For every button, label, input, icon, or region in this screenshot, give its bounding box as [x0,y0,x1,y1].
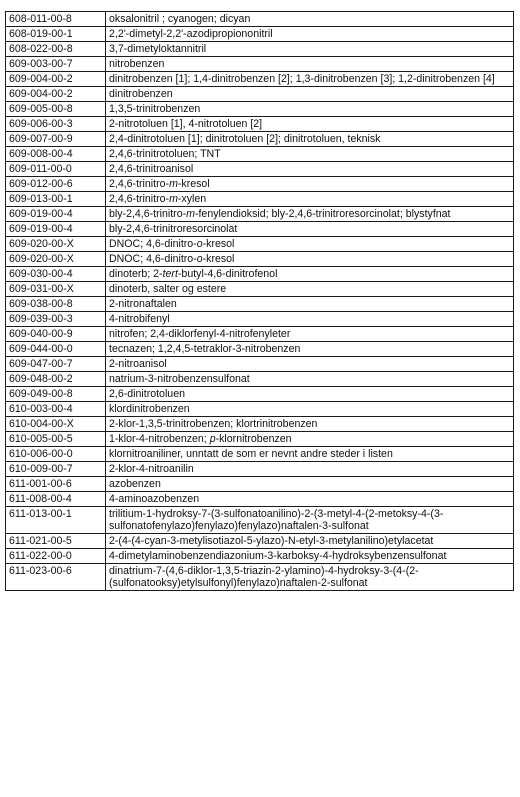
name-text: dinoterb; 2- [109,268,163,280]
name-italic-prefix: m [169,193,178,205]
table-row [6,132,514,147]
index-number-cell: 609-031-00-X [6,282,106,297]
name-text: bly-2,4,6-trinitro- [109,208,187,220]
substance-name-cell: klornitroaniliner, unntatt de som er nevnt andre steder i listen [106,447,514,462]
substance-name-cell: 2-nitronaftalen [106,297,514,312]
substance-name-cell: 2-nitroanisol [106,357,514,372]
substance-name-cell: nitrobenzen [106,57,514,72]
index-number-cell: 611-022-00-0 [6,549,106,564]
index-number-cell: 609-038-00-8 [6,297,106,312]
index-number-cell: 609-013-00-1 [6,192,106,207]
table-row [6,417,514,432]
name-text: -fenylendioksid; bly-2,4,6-trinitroresorcinolat; blystyfnat [194,208,451,220]
index-number-cell: 609-007-00-9 [6,132,106,147]
table-row [6,432,514,447]
index-number-cell: 611-001-00-6 [6,477,106,492]
name-text: -xylen [177,193,207,205]
name-italic-prefix: p [209,433,216,445]
index-number-cell: 609-004-00-2 [6,87,106,102]
substance-name-cell [106,237,514,252]
index-number-cell: 609-049-00-8 [6,387,106,402]
index-number-cell: 609-004-00-2 [6,72,106,87]
name-text: 2,4,6-trinitro- [109,178,170,190]
index-number-cell: 611-008-00-4 [6,492,106,507]
substance-name-cell: 2,2'-dimetyl-2,2'-azodipropiononitril [106,27,514,42]
table-row [6,252,514,267]
table-row [6,12,514,27]
table-row [6,147,514,162]
name-text: -kresol [202,253,235,265]
name-italic-prefix: m [186,208,195,220]
substance-name-cell: 1,3,5-trinitrobenzen [106,102,514,117]
table-row [6,192,514,207]
name-text: -butyl-4,6-dinitrofenol [177,268,278,280]
substance-name-cell: dinitrobenzen [1]; 1,4-dinitrobenzen [2]; 1,3-dinitrobenzen [3]; 1,2-dinitrobenzen [4] [106,72,514,87]
substance-name-cell: klordinitrobenzen [106,402,514,417]
table-row [6,267,514,282]
table-row [6,507,514,534]
index-number-cell: 611-023-00-6 [6,564,106,591]
substance-name-cell: 2-klor-1,3,5-trinitrobenzen; klortrinitrobenzen [106,417,514,432]
name-text: -kresol [202,238,235,250]
index-number-cell: 610-003-00-4 [6,402,106,417]
substance-name-cell: 2-(4-(4-cyan-3-metylisotiazol-5-ylazo)-N-etyl-3-metylanilino)etylacetat [106,534,514,549]
table-row [6,477,514,492]
substance-name-cell: 4-aminoazobenzen [106,492,514,507]
substance-name-cell: 2,6-dinitrotoluen [106,387,514,402]
name-text: 2,4,6-trinitro- [109,193,170,205]
substance-name-cell: natrium-3-nitrobenzensulfonat [106,372,514,387]
table-row [6,462,514,477]
index-number-cell: 609-020-00-X [6,252,106,267]
index-number-cell: 609-044-00-0 [6,342,106,357]
index-number-cell: 609-006-00-3 [6,117,106,132]
table-row [6,402,514,417]
table-row [6,312,514,327]
index-number-cell: 611-013-00-1 [6,507,106,534]
table-row [6,549,514,564]
substance-name-cell: 2-klor-4-nitroanilin [106,462,514,477]
index-number-cell: 608-011-00-8 [6,12,106,27]
substance-name-cell: 4-dimetylaminobenzendiazonium-3-karboksy-4-hydroksybenzensulfonat [106,549,514,564]
table-row [6,222,514,237]
table-row [6,177,514,192]
index-number-cell: 609-005-00-8 [6,102,106,117]
table-row [6,87,514,102]
substance-name-cell: 2,4-dinitrotoluen [1]; dinitrotoluen [2]; dinitrotoluen, teknisk [106,132,514,147]
substance-name-cell: 2,4,6-trinitroanisol [106,162,514,177]
substance-name-cell: dinitrobenzen [106,87,514,102]
substance-name-cell [106,177,514,192]
index-number-cell: 609-030-00-4 [6,267,106,282]
substance-name-cell: oksalonitril ; cyanogen; dicyan [106,12,514,27]
name-italic-prefix: o [196,238,203,250]
index-number-cell: 610-006-00-0 [6,447,106,462]
substance-name-cell: trilitium-1-hydroksy-7-(3-sulfonatoanilino)-2-(3-metyl-4-(2-metoksy-4-(3-sulfonatofenylazo)fenylazo)fenylazo)naftalen-3-sulfonat [106,507,514,534]
index-number-cell: 610-009-00-7 [6,462,106,477]
table-row [6,297,514,312]
name-italic-prefix: o [196,253,203,265]
substance-name-cell: dinoterb, salter og estere [106,282,514,297]
index-number-cell: 609-019-00-4 [6,222,106,237]
index-number-cell: 609-020-00-X [6,237,106,252]
substance-name-cell [106,207,514,222]
name-text: 1-klor-4-nitrobenzen; [109,433,210,445]
index-number-cell: 609-019-00-4 [6,207,106,222]
table-row [6,372,514,387]
index-number-cell: 609-048-00-2 [6,372,106,387]
table-row [6,357,514,372]
substance-name-cell: azobenzen [106,477,514,492]
index-number-cell: 609-003-00-7 [6,57,106,72]
index-number-cell: 609-011-00-0 [6,162,106,177]
table-row [6,57,514,72]
table-row [6,342,514,357]
substance-name-cell: dinatrium-7-(4,6-diklor-1,3,5-triazin-2-ylamino)-4-hydroksy-3-(4-(2-(sulfonatooksy)etylsulfonyl)fenylazo)naftalen-2-sulfonat [106,564,514,591]
table-row [6,207,514,222]
table-row [6,447,514,462]
substance-name-cell: 3,7-dimetyloktannitril [106,42,514,57]
substance-name-cell [106,192,514,207]
name-text: -klornitrobenzen [215,433,292,445]
table-row [6,282,514,297]
table-row [6,564,514,591]
index-number-cell: 608-019-00-1 [6,27,106,42]
substance-name-cell: tecnazen; 1,2,4,5-tetraklor-3-nitrobenzen [106,342,514,357]
substance-name-cell: nitrofen; 2,4-diklorfenyl-4-nitrofenyleter [106,327,514,342]
name-italic-prefix: tert [162,268,178,280]
substance-name-cell [106,267,514,282]
table-row [6,72,514,87]
table-row [6,42,514,57]
substance-name-cell [106,432,514,447]
table-row [6,27,514,42]
substance-name-cell [106,252,514,267]
index-number-cell: 609-012-00-6 [6,177,106,192]
substance-table [5,11,514,591]
index-number-cell: 609-047-00-7 [6,357,106,372]
index-number-cell: 609-039-00-3 [6,312,106,327]
name-italic-prefix: m [169,178,178,190]
table-row [6,162,514,177]
table-row [6,534,514,549]
index-number-cell: 608-022-00-8 [6,42,106,57]
substance-name-cell: bly-2,4,6-trinitroresorcinolat [106,222,514,237]
substance-name-cell: 2-nitrotoluen [1], 4-nitrotoluen [2] [106,117,514,132]
substance-name-cell: 2,4,6-trinitrotoluen; TNT [106,147,514,162]
index-number-cell: 609-008-00-4 [6,147,106,162]
index-number-cell: 609-040-00-9 [6,327,106,342]
table-row [6,237,514,252]
index-number-cell: 610-004-00-X [6,417,106,432]
name-text: -kresol [177,178,210,190]
substance-name-cell: 4-nitrobifenyl [106,312,514,327]
table-row [6,117,514,132]
table-row [6,492,514,507]
name-text: DNOC; 4,6-dinitro- [109,238,197,250]
table-row [6,102,514,117]
table-row [6,387,514,402]
name-text: DNOC; 4,6-dinitro- [109,253,197,265]
index-number-cell: 610-005-00-5 [6,432,106,447]
substance-table-body [6,12,514,591]
table-row [6,327,514,342]
index-number-cell: 611-021-00-5 [6,534,106,549]
